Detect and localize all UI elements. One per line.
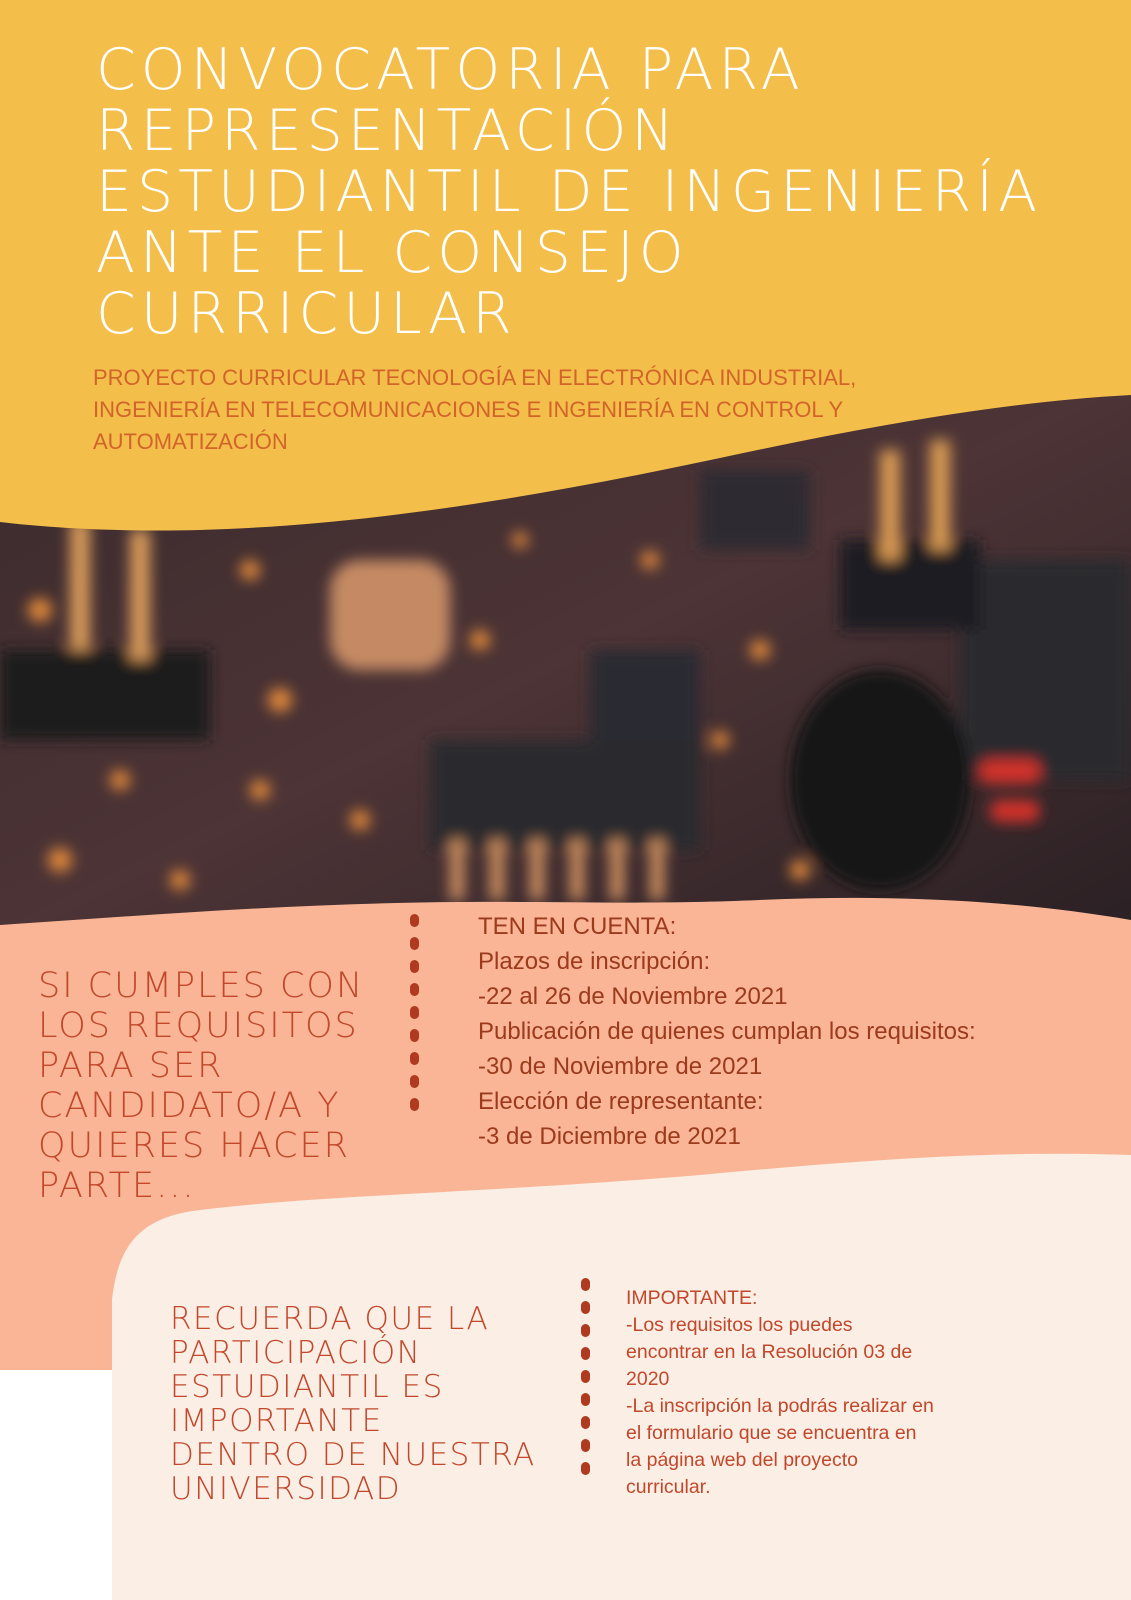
info-line: -30 de Noviembre de 2021 bbox=[478, 1053, 763, 1080]
title-line: ESTUDIANTIL DE INGENIERÍA bbox=[96, 159, 1043, 225]
white-corner bbox=[0, 1370, 112, 1600]
info-line: Publicación de quienes cumplan los requisitos: bbox=[478, 1018, 976, 1045]
dotted-divider bbox=[409, 914, 419, 1111]
note-line: la página web del proyecto bbox=[626, 1449, 858, 1471]
callout-line: PARTE... bbox=[38, 1166, 196, 1206]
subtitle-line: AUTOMATIZACIÓN bbox=[93, 429, 288, 454]
poster-title bbox=[96, 37, 1056, 347]
message-line: PARTICIPACIÓN bbox=[170, 1335, 422, 1371]
dotted-divider bbox=[580, 1278, 590, 1475]
title-line: CONVOCATORIA PARA bbox=[96, 37, 805, 103]
title-line: ANTE EL CONSEJO bbox=[96, 220, 689, 286]
important-notes bbox=[626, 1285, 1026, 1501]
dates-info bbox=[478, 909, 1118, 1154]
note-line: curricular. bbox=[626, 1476, 711, 1498]
message-line: UNIVERSIDAD bbox=[170, 1471, 402, 1507]
message-line: IMPORTANTE bbox=[170, 1403, 383, 1439]
info-line: -22 al 26 de Noviembre 2021 bbox=[478, 983, 788, 1010]
note-line: el formulario que se encuentra en bbox=[626, 1422, 917, 1444]
callout-line: QUIERES HACER bbox=[38, 1126, 350, 1166]
message-line: RECUERDA QUE LA bbox=[170, 1301, 490, 1337]
subtitle-line: PROYECTO CURRICULAR TECNOLOGÍA EN ELECTRÓNICA INDUSTRIAL, bbox=[93, 365, 857, 390]
info-line: -3 de Diciembre de 2021 bbox=[478, 1123, 741, 1150]
note-line: encontrar en la Resolución 03 de bbox=[626, 1341, 913, 1363]
callout-line: PARA SER bbox=[38, 1046, 224, 1086]
title-line: REPRESENTACIÓN bbox=[96, 98, 679, 164]
note-line: IMPORTANTE: bbox=[626, 1287, 758, 1309]
requirements-callout bbox=[38, 966, 398, 1206]
info-line: Elección de representante: bbox=[478, 1088, 764, 1115]
poster-subtitle bbox=[93, 362, 993, 458]
info-line: Plazos de inscripción: bbox=[478, 948, 711, 975]
callout-line: CANDIDATO/A Y bbox=[38, 1086, 341, 1126]
message-line: DENTRO DE NUESTRA bbox=[170, 1437, 536, 1473]
participation-message bbox=[170, 1302, 570, 1506]
note-line: -Los requisitos los puedes bbox=[626, 1314, 853, 1336]
subtitle-line: INGENIERÍA EN TELECOMUNICACIONES E INGENIERÍA EN CONTROL Y bbox=[93, 397, 844, 422]
callout-line: LOS REQUISITOS bbox=[38, 1006, 359, 1046]
callout-line: SI CUMPLES CON bbox=[38, 966, 365, 1006]
info-line: TEN EN CUENTA: bbox=[478, 913, 677, 940]
note-line: 2020 bbox=[626, 1368, 670, 1390]
note-line: -La inscripción la podrás realizar en bbox=[626, 1395, 934, 1417]
title-line: CURRICULAR bbox=[96, 281, 517, 347]
message-line: ESTUDIANTIL ES bbox=[170, 1369, 444, 1405]
